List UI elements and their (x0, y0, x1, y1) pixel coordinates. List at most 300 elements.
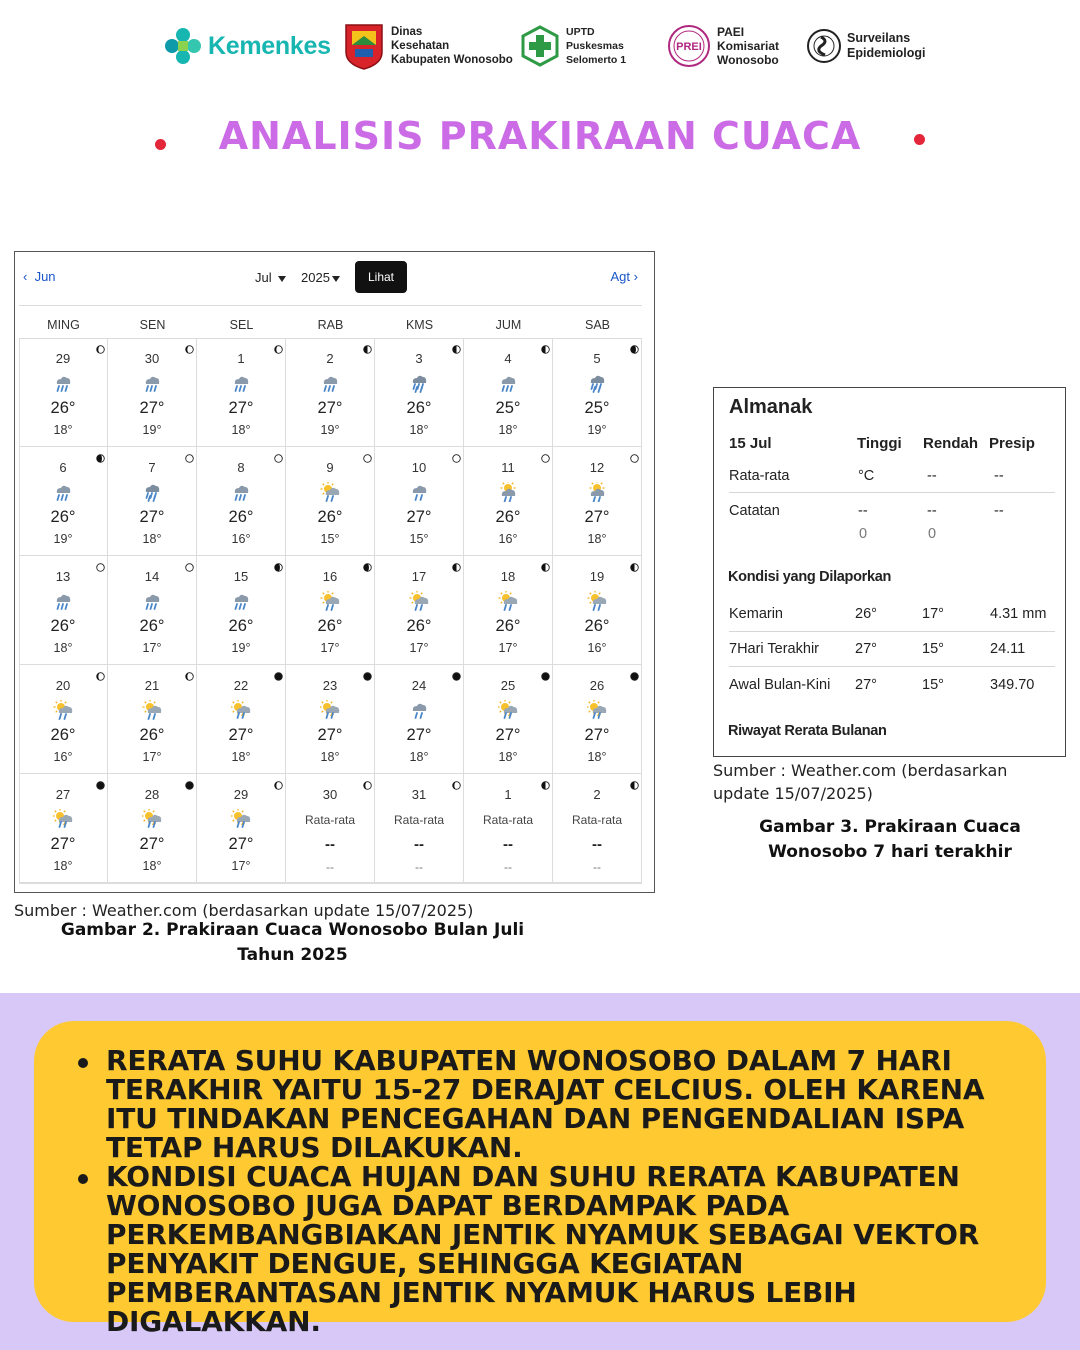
high-temp: 26° (584, 617, 610, 635)
prev-month-link[interactable] (23, 269, 56, 284)
paei-line-1: PAEI (717, 25, 745, 39)
day-number: 30 (144, 351, 160, 366)
moon-full-icon (630, 450, 639, 459)
moon-quarter-icon (541, 559, 550, 568)
row-average-high: °C (858, 468, 875, 484)
day-number: 10 (411, 460, 427, 475)
moon-full-icon (185, 450, 194, 459)
calendar-day-cell[interactable] (108, 774, 197, 883)
calendar-day-cell[interactable] (286, 665, 375, 774)
surveilans-line-1: Surveilans (847, 31, 911, 45)
day-header: JUM (495, 318, 522, 332)
low-temp: -- (326, 860, 334, 874)
calendar-day-cell[interactable] (108, 338, 197, 447)
rain-icon (231, 591, 251, 611)
moon-crescent-icon (452, 777, 461, 786)
day-number: 30 (322, 787, 338, 802)
calendar-day-cell[interactable] (108, 556, 197, 665)
day-number: 29 (55, 351, 71, 366)
day-number: 28 (144, 787, 160, 802)
high-temp: 25° (584, 399, 610, 417)
high-temp: -- (325, 836, 335, 853)
almanac-source (713, 759, 1043, 805)
low-temp: 18° (142, 859, 162, 873)
low-temp: 19° (53, 532, 73, 546)
high-temp: 26° (228, 617, 254, 635)
day-number: 23 (322, 678, 338, 693)
sun-rain-icon (320, 591, 340, 611)
calendar-caption-line-1: Gambar 2. Prakiraan Cuaca Wonosobo Bulan Juli (60, 920, 525, 940)
month-select[interactable] (255, 270, 286, 285)
row-mtd-low: 15° (922, 677, 944, 693)
calendar-day-cell[interactable] (553, 447, 642, 556)
low-temp: 18° (498, 423, 518, 437)
calendar-caption-line-2: Tahun 2025 (237, 945, 348, 965)
high-temp: 26° (228, 508, 254, 526)
calendar-day-cell[interactable] (19, 665, 108, 774)
high-temp: 27° (228, 726, 254, 744)
low-temp: 15° (320, 532, 340, 546)
uptd-line-3: Selomerto 1 (566, 54, 627, 66)
row-record-high: -- (858, 503, 868, 519)
reported-conditions-title: Kondisi yang Dilaporkan (728, 569, 892, 585)
calendar-day-cell[interactable] (464, 556, 553, 665)
day-header: RAB (317, 318, 344, 332)
sun-storm-icon (231, 809, 251, 829)
almanac-caption-line-2: Wonosobo 7 hari terakhir (768, 842, 1012, 862)
day-number: 27 (55, 787, 71, 802)
low-temp: -- (593, 860, 601, 874)
rain-icon (53, 591, 73, 611)
day-header: SAB (584, 318, 610, 332)
moon-crescent-icon (185, 668, 194, 677)
col-low-header: Rendah (923, 435, 979, 452)
high-temp: 27° (228, 399, 254, 417)
summary-bullets (72, 1046, 992, 1336)
moon-new-icon (363, 668, 372, 677)
high-temp: 26° (50, 617, 76, 635)
rain-icon (320, 373, 340, 393)
low-temp: 19° (320, 423, 340, 437)
high-temp: -- (503, 836, 513, 853)
day-number: 1 (237, 351, 245, 366)
moon-full-icon (274, 450, 283, 459)
nav-divider (19, 305, 642, 306)
uptd-line-2: Puskesmas (566, 40, 624, 52)
low-temp: 18° (53, 859, 73, 873)
high-temp: 26° (50, 726, 76, 744)
sun-storm-icon (587, 700, 607, 720)
sun-storm-icon (53, 809, 73, 829)
almanac-panel (713, 387, 1066, 757)
wonosobo-crest-icon (343, 22, 385, 70)
high-temp: 27° (139, 399, 165, 417)
row-record-precip: -- (994, 503, 1004, 519)
puskesmas-cross-icon (520, 25, 560, 67)
day-number: 18 (500, 569, 516, 584)
paei-logo (667, 18, 779, 74)
high-temp: 27° (584, 508, 610, 526)
col-precip-header: Presip (989, 435, 1035, 452)
cloud-sun-rain-icon (498, 482, 518, 502)
surveilans-logo (806, 18, 925, 74)
moon-new-icon (96, 777, 105, 786)
calendar-day-cell[interactable] (286, 447, 375, 556)
day-number: 29 (233, 787, 249, 802)
moon-quarter-icon (630, 777, 639, 786)
high-temp: 27° (50, 835, 76, 853)
moon-quarter-icon (541, 777, 550, 786)
moon-full-icon (541, 450, 550, 459)
moon-new-icon (452, 668, 461, 677)
caret-down-icon (332, 276, 340, 282)
day-number: 25 (500, 678, 516, 693)
low-temp: 18° (231, 750, 251, 764)
prei-seal-icon (667, 24, 711, 68)
row-average-low: -- (927, 468, 937, 484)
paei-line-3: Wonosobo (717, 53, 779, 67)
day-number: 8 (237, 460, 245, 475)
calendar-day-cell[interactable] (553, 665, 642, 774)
sun-storm-icon (142, 809, 162, 829)
calendar-day-cell[interactable] (197, 774, 286, 883)
paei-line-2: Komisariat (717, 39, 780, 53)
calendar-day-cell[interactable] (464, 338, 553, 447)
moon-full-icon (452, 450, 461, 459)
high-temp: 25° (495, 399, 521, 417)
moon-crescent-icon (274, 777, 283, 786)
moon-full-icon (96, 559, 105, 568)
moon-quarter-icon (363, 341, 372, 350)
kemenkes-logo (164, 18, 331, 74)
calendar-day-cell[interactable] (553, 556, 642, 665)
calendar-day-cell[interactable] (375, 556, 464, 665)
day-header: MING (47, 318, 80, 332)
page-title: ANALISIS PRAKIRAAN CUACA (218, 114, 862, 158)
day-number: 11 (501, 460, 515, 475)
day-number: 7 (148, 460, 156, 475)
cloud-sun-rain-icon (587, 482, 607, 502)
high-temp: 27° (228, 835, 254, 853)
moon-gibbous-icon (274, 559, 283, 568)
calendar-day-cell[interactable] (197, 338, 286, 447)
high-temp: -- (414, 836, 424, 853)
month-select-value: Jul (255, 270, 272, 285)
high-temp: -- (592, 836, 602, 853)
low-temp: 18° (498, 750, 518, 764)
average-label: Rata-rata (571, 813, 623, 827)
almanac-date: 15 Jul (729, 435, 772, 452)
low-temp: 18° (587, 750, 607, 764)
sun-rain-icon (409, 591, 429, 611)
drizzle-icon (409, 700, 429, 720)
day-header: SEN (139, 318, 166, 332)
low-temp: 17° (320, 641, 340, 655)
day-header: SEL (229, 318, 254, 332)
calendar-day-cell[interactable] (375, 447, 464, 556)
calendar-day-cell[interactable] (375, 665, 464, 774)
calendar-day-cell[interactable] (464, 774, 553, 883)
low-temp: 18° (142, 532, 162, 546)
day-number: 14 (144, 569, 160, 584)
prev-month-label: Jun (34, 269, 56, 284)
calendar-day-cell[interactable] (286, 774, 375, 883)
dinas-line-3: Kabupaten Wonosobo (391, 54, 513, 66)
rain-icon (498, 373, 518, 393)
moon-new-icon (274, 668, 283, 677)
moon-quarter-icon (452, 341, 461, 350)
day-number: 9 (326, 460, 334, 475)
year-select-value: 2025 (301, 270, 330, 285)
monthly-forecast-calendar (14, 251, 655, 893)
calendar-day-cell[interactable] (286, 556, 375, 665)
heavy-rain-icon (587, 373, 607, 393)
kemenkes-mark-icon (164, 27, 202, 65)
moon-full-icon (363, 450, 372, 459)
calendar-day-cell[interactable] (286, 338, 375, 447)
high-temp: 26° (139, 726, 165, 744)
almanac-source-line-1: Sumber : Weather.com (berdasarkan (713, 761, 1008, 780)
low-temp: -- (504, 860, 512, 874)
average-label: Rata-rata (482, 813, 534, 827)
high-temp: 27° (317, 399, 343, 417)
day-header: KMS (405, 318, 434, 332)
moon-crescent-icon (96, 668, 105, 677)
row-mtd-label: Awal Bulan-Kini (729, 677, 831, 693)
high-temp: 26° (50, 399, 76, 417)
low-temp: 17° (142, 641, 162, 655)
day-number: 12 (589, 460, 605, 475)
dinas-logo (343, 18, 513, 74)
moon-new-icon (541, 668, 550, 677)
high-temp: 26° (50, 508, 76, 526)
caret-down-icon (278, 276, 286, 282)
low-temp: 19° (142, 423, 162, 437)
almanac-divider (729, 492, 1055, 493)
uptd-logo (520, 18, 626, 74)
rain-icon (231, 373, 251, 393)
average-label: Rata-rata (393, 813, 445, 827)
high-temp: 27° (584, 726, 610, 744)
moon-quarter-icon (541, 341, 550, 350)
heavy-rain-icon (142, 482, 162, 502)
heavy-rain-icon (409, 373, 429, 393)
header-logos (160, 18, 940, 78)
sun-rain-icon (587, 591, 607, 611)
rain-icon (142, 591, 162, 611)
chevron-left-icon: ‹ (23, 269, 28, 284)
calendar-day-cell[interactable] (197, 447, 286, 556)
day-number: 6 (59, 460, 67, 475)
row-yesterday-low: 17° (922, 606, 944, 622)
high-temp: 27° (406, 508, 432, 526)
sun-rain-icon (53, 700, 73, 720)
monthly-history-title: Riwayat Rerata Bulanan (728, 723, 887, 739)
row-7day-precip: 24.11 (990, 641, 1026, 657)
day-number: 15 (233, 569, 249, 584)
calendar-source: Sumber : Weather.com (berdasarkan update 15/07/2025) (14, 901, 474, 920)
low-temp: 18° (53, 423, 73, 437)
low-temp: 15° (409, 532, 429, 546)
row-record-low: -- (927, 503, 937, 519)
low-temp: 18° (587, 532, 607, 546)
low-temp: 16° (587, 641, 607, 655)
calendar-day-cell[interactable] (19, 338, 108, 447)
moon-full-icon (185, 559, 194, 568)
calendar-day-cell[interactable] (108, 447, 197, 556)
low-temp: 18° (320, 750, 340, 764)
moon-crescent-icon (96, 341, 105, 350)
chevron-right-icon: › (633, 269, 638, 284)
high-temp: 26° (317, 508, 343, 526)
sun-rain-icon (320, 482, 340, 502)
view-button[interactable]: Lihat (355, 261, 407, 293)
day-number: 17 (411, 569, 427, 584)
high-temp: 27° (495, 726, 521, 744)
day-number: 2 (326, 351, 334, 366)
day-number: 5 (593, 351, 601, 366)
row-record-low-year: 0 (928, 526, 937, 542)
high-temp: 26° (495, 508, 521, 526)
moon-crescent-icon (274, 341, 283, 350)
dinas-line-2: Kesehatan (391, 40, 450, 52)
day-number: 3 (415, 351, 423, 366)
uptd-line-1: UPTD (566, 26, 595, 38)
calendar-caption (40, 918, 545, 968)
high-temp: 26° (495, 617, 521, 635)
surveilans-line-2: Epidemiologi (847, 46, 926, 60)
calendar-day-cell[interactable] (553, 774, 642, 883)
low-temp: 19° (231, 641, 251, 655)
day-number: 16 (322, 569, 338, 584)
high-temp: 26° (317, 617, 343, 635)
calendar-day-cell[interactable] (375, 774, 464, 883)
day-number: 31 (411, 787, 427, 802)
calendar-day-cell[interactable] (19, 774, 108, 883)
moon-gibbous-icon (96, 450, 105, 459)
day-number: 13 (55, 569, 71, 584)
sun-storm-icon (498, 700, 518, 720)
calendar-day-cell[interactable] (108, 665, 197, 774)
day-number: 22 (233, 678, 249, 693)
sun-rain-icon (142, 700, 162, 720)
low-temp: 16° (231, 532, 251, 546)
calendar-day-cell[interactable] (19, 556, 108, 665)
row-7day-low: 15° (922, 641, 944, 657)
calendar-nav (15, 252, 654, 304)
row-mtd-precip: 349.70 (990, 677, 1035, 693)
almanac-caption (735, 815, 1045, 865)
day-number: 4 (504, 351, 512, 366)
row-mtd-high: 27° (855, 677, 877, 693)
high-temp: 26° (406, 399, 432, 417)
day-number: 21 (144, 678, 160, 693)
day-number: 26 (589, 678, 605, 693)
low-temp: 19° (587, 423, 607, 437)
summary-bullet-2: KONDISI CUACA HUJAN DAN SUHU RERATA KABUPATEN WONOSOBO JUGA DAPAT BERDAMPAK PADA PERKEMBANGBIAKAN JENTIK NYAMUK SEBAGAI VEKTOR PENYAKIT DENGUE, SEHINGGA KEGIATAN PEMBERANTASAN JENTIK NYAMUK HARUS LEBIH DIGALAKKAN. (72, 1162, 992, 1336)
almanac-title: Almanak (729, 396, 813, 418)
high-temp: 26° (406, 617, 432, 635)
almanac-source-line-2: update 15/07/2025) (713, 784, 873, 803)
moon-new-icon (630, 668, 639, 677)
calendar-grid (19, 338, 642, 884)
moon-quarter-icon (630, 559, 639, 568)
row-yesterday-precip: 4.31 mm (990, 606, 1047, 622)
almanac-divider (729, 666, 1055, 667)
dinas-line-1: Dinas (391, 26, 423, 38)
low-temp: 18° (53, 641, 73, 655)
prei-seal-text: PREI (676, 41, 702, 53)
high-temp: 27° (139, 508, 165, 526)
high-temp: 27° (317, 726, 343, 744)
calendar-day-cell[interactable] (197, 665, 286, 774)
surveilans-emblem-icon (806, 28, 842, 64)
low-temp: 17° (231, 859, 251, 873)
day-number: 19 (589, 569, 605, 584)
almanac-caption-line-1: Gambar 3. Prakiraan Cuaca (759, 817, 1021, 837)
moon-gibbous-icon (363, 559, 372, 568)
year-select[interactable] (301, 270, 340, 285)
row-record-label: Catatan (729, 503, 780, 519)
sun-storm-icon (231, 700, 251, 720)
low-temp: 16° (53, 750, 73, 764)
low-temp: 18° (409, 750, 429, 764)
high-temp: 26° (139, 617, 165, 635)
drizzle-icon (409, 482, 429, 502)
row-7day-high: 27° (855, 641, 877, 657)
high-temp: 27° (139, 835, 165, 853)
col-high-header: Tinggi (857, 435, 902, 452)
row-yesterday-label: Kemarin (729, 606, 783, 622)
rain-icon (231, 482, 251, 502)
low-temp: 18° (409, 423, 429, 437)
low-temp: 17° (409, 641, 429, 655)
title-dot-right (914, 134, 925, 145)
moon-quarter-icon (452, 559, 461, 568)
low-temp: 18° (231, 423, 251, 437)
almanac-divider (729, 631, 1055, 632)
calendar-day-cell[interactable] (464, 665, 553, 774)
next-month-label: Agt (610, 269, 631, 284)
row-record-high-year: 0 (859, 526, 868, 542)
row-7day-label: 7Hari Terakhir (729, 641, 819, 657)
rain-icon (53, 482, 73, 502)
moon-crescent-icon (363, 777, 372, 786)
calendar-day-cell[interactable] (464, 447, 553, 556)
calendar-day-cell[interactable] (375, 338, 464, 447)
moon-gibbous-icon (630, 341, 639, 350)
low-temp: 17° (142, 750, 162, 764)
average-label: Rata-rata (304, 813, 356, 827)
summary-bullet-1: RERATA SUHU KABUPATEN WONOSOBO DALAM 7 HARI TERAKHIR YAITU 15-27 DERAJAT CELCIUS. OLEH KARENA ITU TINDAKAN PENCEGAHAN DAN PENGENDALIAN ISPA TETAP HARUS DILAKUKAN. (72, 1046, 992, 1162)
calendar-day-cell[interactable] (19, 447, 108, 556)
row-yesterday-high: 26° (855, 606, 877, 622)
rain-icon (142, 373, 162, 393)
high-temp: 27° (406, 726, 432, 744)
sun-storm-icon (320, 700, 340, 720)
rain-icon (53, 373, 73, 393)
calendar-day-cell[interactable] (197, 556, 286, 665)
next-month-link[interactable] (611, 269, 638, 284)
day-number: 24 (411, 678, 427, 693)
calendar-day-cell[interactable] (553, 338, 642, 447)
low-temp: 16° (498, 532, 518, 546)
sun-rain-icon (498, 591, 518, 611)
low-temp: -- (415, 860, 423, 874)
day-number: 20 (55, 678, 71, 693)
moon-new-icon (185, 777, 194, 786)
row-average-precip: -- (994, 468, 1004, 484)
